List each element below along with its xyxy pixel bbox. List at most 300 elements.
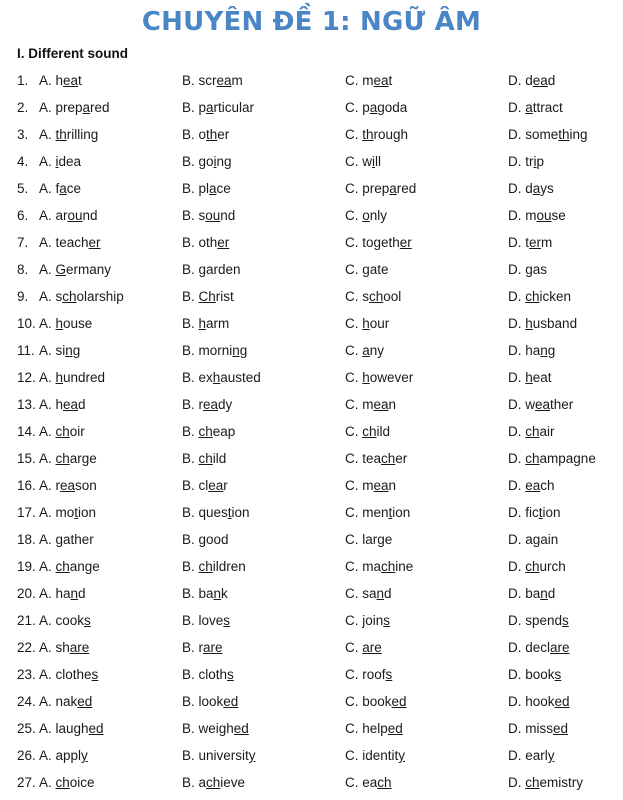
option-text: D.: [508, 775, 526, 790]
question-row: [0, 339, 623, 366]
underlined-sound: y: [398, 748, 406, 763]
option-text: A.: [39, 262, 56, 277]
underlined-sound: ch: [377, 775, 392, 790]
option-text: A.: [39, 316, 56, 331]
question-number: 24.: [17, 694, 36, 709]
underlined-sound: ch: [369, 289, 384, 304]
option-text: B. ques: [182, 505, 228, 520]
underlined-sound: th: [55, 127, 67, 142]
option-text: B. cl: [182, 478, 209, 493]
option-text: nd: [82, 208, 98, 223]
option-text: A. s: [39, 289, 63, 304]
underlined-sound: ou: [205, 208, 221, 223]
option-text: D. spend: [508, 613, 563, 628]
option-b: [182, 397, 232, 412]
option-c: [345, 73, 392, 88]
question-number: 26.: [17, 748, 36, 763]
question-row: [0, 150, 623, 177]
option-text: nly: [369, 208, 388, 223]
option-c: [345, 100, 407, 115]
underlined-sound: ea: [63, 73, 79, 88]
option-text: n: [388, 397, 397, 412]
option-text: ch: [540, 478, 555, 493]
underlined-sound: t: [74, 505, 79, 520]
question-number: 11.: [17, 343, 35, 358]
option-text: ildren: [212, 559, 246, 574]
option-text: C. m: [345, 478, 374, 493]
option-text: m: [231, 73, 243, 88]
question-number: 4.: [17, 154, 29, 169]
option-text: D. miss: [508, 721, 553, 736]
option-c: [345, 289, 401, 304]
option-c: [345, 262, 389, 277]
underlined-sound: g: [55, 532, 64, 547]
option-text: austed: [220, 370, 261, 385]
underlined-sound: er: [88, 235, 101, 250]
option-b: [182, 316, 229, 331]
underlined-sound: a: [369, 100, 378, 115]
option-text: ttract: [532, 100, 563, 115]
option-text: A. sh: [39, 640, 70, 655]
option-text: A. mo: [39, 505, 75, 520]
option-c: [345, 613, 390, 628]
underlined-sound: ch: [525, 559, 540, 574]
underlined-sound: ch: [525, 289, 540, 304]
option-text: B. s: [182, 208, 206, 223]
option-text: C.: [345, 640, 363, 655]
option-text: A. f: [39, 181, 60, 196]
option-text: C. lar: [345, 532, 378, 547]
option-text: dy: [218, 397, 233, 412]
underlined-sound: g: [377, 532, 385, 547]
underlined-sound: s: [554, 667, 562, 682]
option-text: ny: [369, 343, 385, 358]
underlined-sound: are: [69, 640, 90, 655]
question-number: 10.: [17, 316, 36, 331]
option-a: [39, 316, 92, 331]
option-text: B. r: [182, 397, 204, 412]
underlined-sound: s: [84, 613, 91, 628]
underlined-sound: er: [529, 235, 542, 250]
option-text: D.: [508, 451, 526, 466]
option-b: [182, 559, 246, 574]
option-b: [182, 478, 228, 493]
option-d: [508, 775, 583, 790]
underlined-sound: are: [203, 640, 223, 655]
underlined-sound: n: [376, 586, 385, 601]
underlined-sound: ou: [67, 208, 83, 223]
option-text: D. some: [508, 127, 559, 142]
option-text: D.: [508, 559, 526, 574]
option-a: [39, 451, 97, 466]
option-text: B. oth: [182, 235, 218, 250]
option-text: A.: [39, 559, 56, 574]
option-text: C.: [345, 316, 363, 331]
question-row: [0, 609, 623, 636]
underlined-sound: ch: [525, 424, 540, 439]
option-text: A. teach: [39, 235, 89, 250]
question-row: [0, 636, 623, 663]
option-c: [345, 343, 384, 358]
question-number: 9.: [17, 289, 29, 304]
underlined-sound: s: [562, 613, 569, 628]
underlined-sound: n: [70, 586, 79, 601]
underlined-sound: a: [362, 343, 370, 358]
option-a: [39, 424, 85, 439]
option-b: [182, 613, 230, 628]
underlined-sound: ch: [525, 451, 540, 466]
question-row: [0, 771, 623, 798]
option-text: ys: [540, 181, 554, 196]
underlined-sound: ea: [60, 478, 76, 493]
underlined-sound: ea: [216, 73, 232, 88]
option-text: C. w: [345, 154, 372, 169]
option-c: [345, 694, 407, 709]
underlined-sound: ed: [553, 721, 569, 736]
option-text: A. nak: [39, 694, 78, 709]
option-text: D. w: [508, 397, 535, 412]
option-a: [39, 262, 111, 277]
option-d: [508, 613, 569, 628]
option-text: eap: [212, 424, 236, 439]
underlined-sound: o: [362, 208, 370, 223]
question-number: 5.: [17, 181, 29, 196]
option-text: D.: [508, 262, 526, 277]
option-text: n: [388, 478, 397, 493]
option-text: rist: [215, 289, 234, 304]
option-text: ce: [66, 181, 82, 196]
option-text: oir: [69, 424, 85, 439]
question-number: 8.: [17, 262, 29, 277]
option-text: D.: [508, 289, 526, 304]
option-text: A. ar: [39, 208, 68, 223]
option-a: [39, 100, 110, 115]
option-text: A. prep: [39, 100, 83, 115]
question-row: [0, 528, 623, 555]
option-text: rticular: [213, 100, 255, 115]
option-text: D. d: [508, 181, 533, 196]
option-text: ion: [78, 505, 97, 520]
option-b: [182, 127, 229, 142]
option-text: C.: [345, 208, 363, 223]
underlined-sound: ch: [55, 775, 70, 790]
option-b: [182, 154, 232, 169]
underlined-sound: er: [217, 235, 230, 250]
underlined-sound: ch: [55, 424, 70, 439]
underlined-sound: s: [227, 667, 234, 682]
underlined-sound: ch: [62, 289, 77, 304]
underlined-sound: g: [362, 262, 370, 277]
underlined-sound: h: [362, 316, 370, 331]
question-row: [0, 123, 623, 150]
option-c: [345, 181, 416, 196]
underlined-sound: ch: [55, 559, 70, 574]
option-text: B. pl: [182, 181, 210, 196]
option-a: [39, 748, 88, 763]
option-text: C. ma: [345, 559, 382, 574]
option-d: [508, 748, 555, 763]
option-text: ool: [383, 289, 402, 304]
option-d: [508, 451, 596, 466]
option-text: C. roof: [345, 667, 386, 682]
option-d: [508, 424, 555, 439]
option-text: ce: [216, 181, 231, 196]
option-text: usband: [532, 316, 578, 331]
option-d: [508, 397, 573, 412]
option-b: [182, 694, 238, 709]
option-d: [508, 370, 552, 385]
underlined-sound: t: [227, 505, 232, 520]
option-text: D. ha: [508, 343, 541, 358]
underlined-sound: ch: [381, 451, 396, 466]
question-row: [0, 231, 623, 258]
option-text: air: [539, 424, 555, 439]
option-text: A.: [39, 775, 56, 790]
option-text: D. earl: [508, 748, 548, 763]
option-text: D. fic: [508, 505, 539, 520]
option-a: [39, 667, 98, 682]
option-a: [39, 343, 80, 358]
option-text: ate: [369, 262, 389, 277]
option-text: as: [532, 262, 548, 277]
underlined-sound: ch: [198, 559, 213, 574]
option-text: B.: [182, 289, 199, 304]
option-text: C. identit: [345, 748, 399, 763]
underlined-sound: ea: [525, 478, 541, 493]
option-text: B.: [182, 316, 199, 331]
option-text: arge: [69, 451, 97, 466]
option-text: B. ba: [182, 586, 214, 601]
option-text: olarship: [76, 289, 124, 304]
underlined-sound: t: [388, 505, 393, 520]
question-row: [0, 663, 623, 690]
underlined-sound: ed: [554, 694, 570, 709]
option-c: [345, 667, 392, 682]
underlined-sound: ng: [232, 343, 248, 358]
underlined-sound: a: [59, 181, 67, 196]
option-text: C. book: [345, 694, 392, 709]
option-text: C.: [345, 370, 363, 385]
underlined-sound: h: [525, 316, 533, 331]
option-d: [508, 694, 570, 709]
underlined-sound: ch: [381, 559, 396, 574]
underlined-sound: ch: [206, 775, 221, 790]
option-b: [182, 262, 241, 277]
option-d: [508, 100, 563, 115]
option-text: C. p: [345, 100, 370, 115]
underlined-sound: h: [198, 316, 207, 331]
option-b: [182, 586, 228, 601]
option-b: [182, 235, 229, 250]
underlined-sound: th: [206, 127, 218, 142]
option-d: [508, 478, 555, 493]
option-text: ieve: [220, 775, 246, 790]
underlined-sound: ed: [223, 694, 239, 709]
option-text: owever: [369, 370, 414, 385]
option-text: ion: [231, 505, 250, 520]
underlined-sound: ed: [391, 694, 407, 709]
question-row: [0, 717, 623, 744]
option-d: [508, 289, 571, 304]
option-text: nd: [220, 208, 236, 223]
option-text: p: [536, 154, 545, 169]
question-row: [0, 447, 623, 474]
option-text: A.: [39, 532, 56, 547]
underlined-sound: ea: [203, 397, 219, 412]
underlined-sound: ea: [373, 73, 389, 88]
option-text: A.: [39, 154, 56, 169]
option-text: A. appl: [39, 748, 82, 763]
option-text: D.: [508, 370, 526, 385]
option-text: icken: [539, 289, 572, 304]
option-text: A. clothe: [39, 667, 92, 682]
option-text: red: [90, 100, 110, 115]
option-text: D.: [508, 424, 526, 439]
question-number: 21.: [17, 613, 36, 628]
option-d: [508, 181, 554, 196]
underlined-sound: i: [55, 154, 59, 169]
option-d: [508, 640, 570, 655]
option-text: B. scr: [182, 73, 217, 88]
option-b: [182, 424, 235, 439]
option-text: B. universit: [182, 748, 249, 763]
option-text: ing: [569, 127, 588, 142]
question-number: 15.: [17, 451, 36, 466]
option-d: [508, 127, 588, 142]
option-a: [39, 532, 94, 547]
option-text: rough: [373, 127, 409, 142]
option-text: ther: [550, 397, 574, 412]
option-text: B.: [182, 559, 199, 574]
question-number: 17.: [17, 505, 36, 520]
option-text: d: [384, 586, 392, 601]
underlined-sound: s: [383, 613, 391, 628]
underlined-sound: i: [372, 154, 375, 169]
question-row: [0, 366, 623, 393]
option-text: D. hook: [508, 694, 555, 709]
question-row: [0, 744, 623, 771]
option-text: C. prep: [345, 181, 390, 196]
option-a: [39, 478, 97, 493]
option-text: C. join: [345, 613, 384, 628]
option-text: C.: [345, 127, 363, 142]
question-number: 23.: [17, 667, 36, 682]
question-list: [0, 69, 623, 798]
option-c: [345, 640, 382, 655]
question-number: 27.: [17, 775, 36, 790]
question-number: 16.: [17, 478, 36, 493]
option-text: undred: [63, 370, 106, 385]
underlined-sound: a: [532, 181, 541, 196]
option-d: [508, 343, 555, 358]
option-text: D. ba: [508, 586, 541, 601]
option-a: [39, 721, 104, 736]
option-a: [39, 154, 81, 169]
underlined-sound: ea: [63, 397, 79, 412]
question-number: 14.: [17, 424, 36, 439]
underlined-sound: g: [525, 262, 533, 277]
option-d: [508, 208, 566, 223]
option-text: C.: [345, 424, 363, 439]
option-text: ine: [395, 559, 414, 574]
option-text: D. m: [508, 208, 537, 223]
underlined-sound: y: [547, 748, 555, 763]
option-text: C. men: [345, 505, 389, 520]
option-text: B. weigh: [182, 721, 234, 736]
option-text: C.: [345, 262, 363, 277]
option-text: ion: [392, 505, 411, 520]
option-text: C. help: [345, 721, 388, 736]
option-text: B. go: [182, 154, 214, 169]
question-number: 2.: [17, 100, 29, 115]
option-d: [508, 532, 558, 547]
underlined-sound: g: [198, 262, 207, 277]
underlined-sound: are: [362, 640, 382, 655]
question-row: [0, 285, 623, 312]
option-a: [39, 127, 98, 142]
option-c: [345, 316, 389, 331]
underlined-sound: h: [525, 370, 533, 385]
option-a: [39, 370, 105, 385]
option-text: C. togeth: [345, 235, 400, 250]
option-text: oice: [69, 775, 95, 790]
option-text: B.: [182, 532, 199, 547]
option-text: m: [541, 235, 553, 250]
option-text: ather: [63, 532, 94, 547]
underlined-sound: ea: [373, 397, 389, 412]
underlined-sound: i: [213, 154, 217, 169]
option-text: rilling: [66, 127, 99, 142]
option-a: [39, 73, 82, 88]
underlined-sound: g: [198, 532, 207, 547]
option-b: [182, 532, 229, 547]
option-text: arden: [206, 262, 241, 277]
underlined-sound: t: [538, 505, 543, 520]
option-c: [345, 370, 413, 385]
option-text: B. a: [182, 775, 207, 790]
option-a: [39, 694, 92, 709]
option-text: B.: [182, 262, 199, 277]
option-text: A. h: [39, 397, 64, 412]
option-text: our: [369, 316, 390, 331]
underlined-sound: i: [533, 154, 537, 169]
option-text: B.: [182, 451, 199, 466]
option-text: B. p: [182, 100, 207, 115]
option-text: d: [547, 73, 556, 88]
underlined-sound: h: [362, 370, 370, 385]
question-number: 22.: [17, 640, 36, 655]
option-text: B. ex: [182, 370, 213, 385]
option-b: [182, 73, 243, 88]
option-text: ion: [542, 505, 561, 520]
option-text: A.: [39, 424, 56, 439]
option-b: [182, 667, 234, 682]
underlined-sound: G: [55, 262, 67, 277]
option-text: B. o: [182, 127, 207, 142]
option-text: A.: [39, 370, 56, 385]
underlined-sound: ch: [198, 424, 213, 439]
underlined-sound: ng: [65, 343, 81, 358]
option-d: [508, 235, 552, 250]
option-text: D. a: [508, 532, 533, 547]
option-text: C. s: [345, 289, 370, 304]
question-row: [0, 393, 623, 420]
question-number: 7.: [17, 235, 29, 250]
underlined-sound: a: [209, 181, 217, 196]
option-a: [39, 397, 86, 412]
underlined-sound: n: [540, 586, 548, 601]
option-text: er: [217, 127, 230, 142]
